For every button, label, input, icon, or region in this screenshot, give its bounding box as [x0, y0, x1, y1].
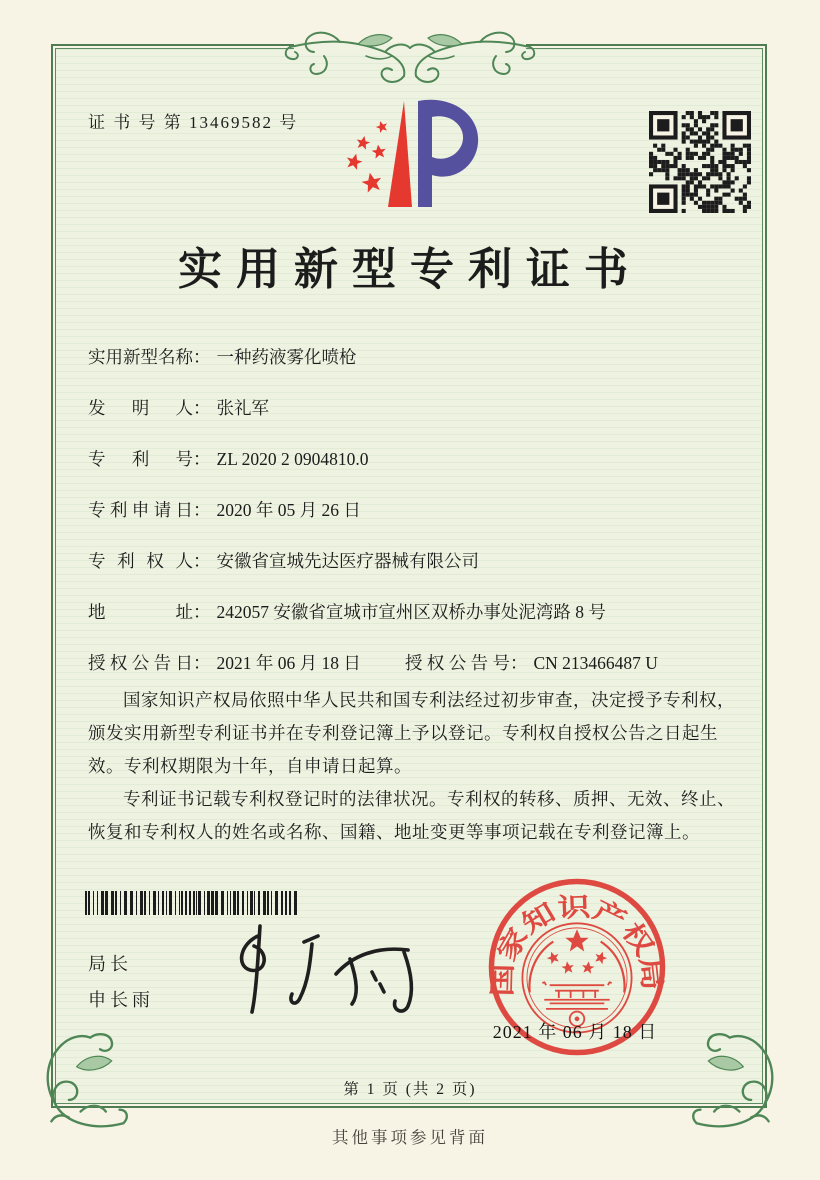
- field-separator: ：: [193, 449, 211, 469]
- grant-no-value: CN 213466487 U: [533, 653, 658, 673]
- seal-date: 2021 年 06 月 18 日: [492, 1022, 658, 1042]
- certificate-number: 证 书 号 第 13469582 号: [88, 113, 299, 132]
- signer-title: 局长: [88, 954, 132, 974]
- legal-paragraph-1: 国家知识产权局依照中华人民共和国专利法经过初步审查，决定授予专利权，颁发实用新型专利证书并在专利登记簿上予以登记。专利权自授权公告之日起生效。专利权期限为十年，自申请日起算。: [88, 690, 735, 776]
- legal-paragraph-2: 专利证书记载专利权登记时的法律状况。专利权的转移、质押、无效、终止、恢复和专利权人的姓名或名称、国籍、地址变更等事项记载在专利登记簿上。: [88, 789, 735, 842]
- field-row-inventor: [88, 398, 748, 418]
- field-value: ZL 2020 2 0904810.0: [216, 449, 369, 469]
- field-separator: ：: [193, 653, 211, 673]
- field-separator: ：: [193, 602, 211, 622]
- field-row-grant: [88, 653, 748, 673]
- field-value: 242057 安徽省宣城市宣州区双桥办事处泥湾路 8 号: [216, 602, 606, 622]
- field-label: 专利权人: [88, 551, 193, 571]
- legal-text: [88, 684, 740, 849]
- field-label: 授权公告号: [405, 653, 510, 673]
- field-row-patent-no: [88, 449, 748, 469]
- signer-name: 申长雨: [88, 990, 154, 1010]
- seal-ring-text: 国家知识产权局: [487, 892, 668, 997]
- field-value: 张礼军: [216, 398, 269, 418]
- field-separator: ：: [193, 551, 211, 571]
- field-separator: ：: [193, 500, 211, 520]
- grant-date-value: 2021 年 06 月 18 日: [216, 653, 361, 673]
- field-row-address: [88, 602, 748, 622]
- signature-script-icon: [200, 914, 440, 1019]
- grant-no-pair: [405, 653, 658, 673]
- grant-date-pair: [88, 653, 361, 673]
- national-emblem: [522, 923, 631, 1032]
- field-list: [88, 347, 748, 673]
- field-label: 专利申请日: [88, 500, 193, 520]
- certificate-title: 实用新型专利证书: [178, 245, 642, 294]
- page-number: 第 1 页 (共 2 页): [343, 1081, 477, 1098]
- field-row-patentee: [88, 551, 748, 571]
- field-separator: ：: [193, 398, 211, 418]
- field-row-filing-date: [88, 500, 748, 520]
- qr-code-icon: [649, 111, 751, 213]
- field-label: 授权公告日: [88, 653, 193, 673]
- barcode-icon: [85, 891, 297, 915]
- field-label: 实用新型名称: [88, 347, 193, 367]
- field-separator: ：: [193, 347, 211, 367]
- field-value: 一种药液雾化喷枪: [216, 347, 357, 367]
- field-label: 发明人: [88, 398, 193, 418]
- field-value: 2020 年 05 月 26 日: [216, 500, 361, 520]
- field-value: 安徽省宣城先达医疗器械有限公司: [216, 551, 479, 571]
- field-row-name: [88, 347, 748, 367]
- field-separator: ：: [510, 653, 528, 673]
- back-side-note: 其他事项参见背面: [332, 1128, 488, 1147]
- cnipa-logo-icon: [338, 95, 488, 220]
- field-label: 地址: [88, 602, 193, 622]
- field-label: 专利号: [88, 449, 193, 469]
